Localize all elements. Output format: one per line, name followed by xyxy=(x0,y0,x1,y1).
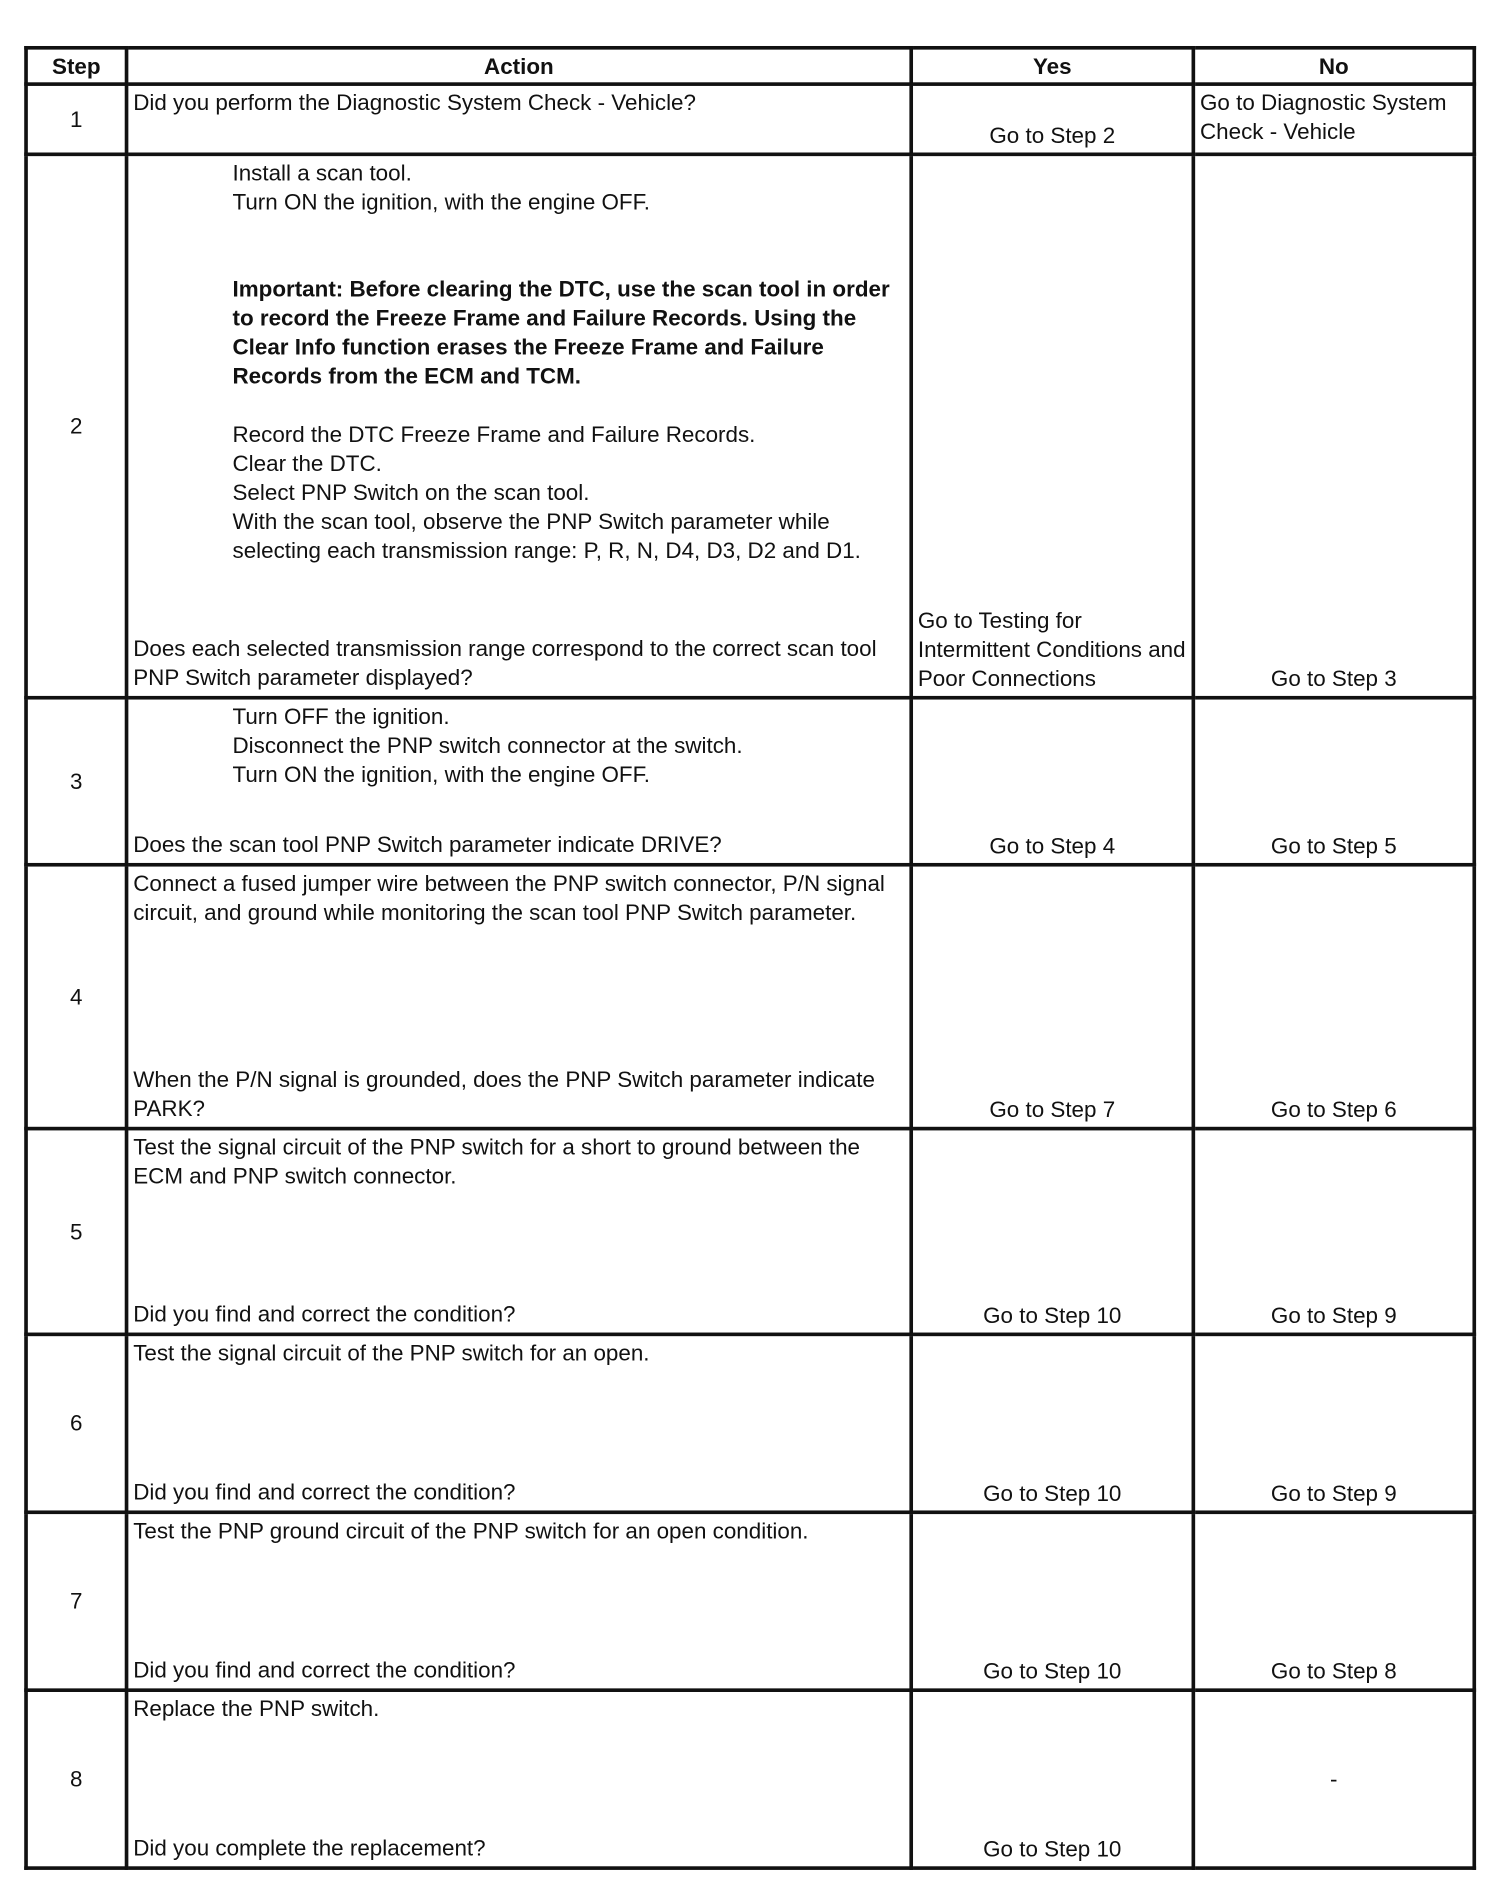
table-row xyxy=(26,1334,1474,1512)
action-question: Did you find and correct the condition? xyxy=(133,1478,516,1505)
action-intro: Test the signal circuit of the PNP switch for an open. xyxy=(133,1339,650,1366)
table-row xyxy=(26,1512,1474,1690)
action-cell xyxy=(127,84,912,154)
header-step: Step xyxy=(26,48,127,84)
action-line: Record the DTC Freeze Frame and Failure Records. xyxy=(232,421,756,447)
action-cell xyxy=(127,1690,912,1868)
table-row xyxy=(26,84,1474,154)
action-cell xyxy=(127,154,912,697)
step-number: 4 xyxy=(26,865,127,1129)
table-row xyxy=(26,154,1474,697)
diagnostic-table xyxy=(24,46,1476,1870)
table-row xyxy=(26,1129,1474,1335)
no-cell: - xyxy=(1193,1690,1474,1868)
step-number: 2 xyxy=(26,154,127,697)
yes-cell: Go to Testing for Intermittent Conditions and Poor Connections xyxy=(911,154,1193,697)
action-question: Does each selected transmission range correspond to the correct scan tool PNP Switch parameter displayed? xyxy=(133,635,877,690)
table-header-row xyxy=(26,48,1474,84)
yes-cell: Go to Step 4 xyxy=(911,698,1193,865)
action-line: Turn ON the ignition, with the engine OFF. xyxy=(232,761,651,787)
action-question: Did you find and correct the condition? xyxy=(133,1656,516,1683)
action-question: Did you complete the replacement? xyxy=(133,1834,486,1861)
action-line: Install a scan tool. xyxy=(232,159,412,186)
action-cell xyxy=(127,865,912,1129)
action-cell xyxy=(127,1512,912,1690)
action-intro: Replace the PNP switch. xyxy=(133,1695,380,1722)
action-question: When the P/N signal is grounded, does the PNP Switch parameter indicate PARK? xyxy=(133,1066,875,1121)
action-line: Turn OFF the ignition. xyxy=(232,703,450,729)
action-line: Select PNP Switch on the scan tool. xyxy=(232,479,590,505)
action-line: Turn ON the ignition, with the engine OFF. xyxy=(232,188,651,215)
action-cell xyxy=(127,1334,912,1512)
step-number: 1 xyxy=(26,84,127,154)
yes-cell: Go to Step 7 xyxy=(911,865,1193,1129)
yes-cell: Go to Step 10 xyxy=(911,1334,1193,1512)
step-number: 6 xyxy=(26,1334,127,1512)
no-cell: Go to Step 6 xyxy=(1193,865,1474,1129)
action-question: Does the scan tool PNP Switch parameter indicate DRIVE? xyxy=(133,831,722,857)
header-action: Action xyxy=(127,48,912,84)
header-yes: Yes xyxy=(911,48,1193,84)
yes-cell: Go to Step 10 xyxy=(911,1690,1193,1868)
important-note: Important: Before clearing the DTC, use the scan tool in order to record the Freeze Frame and Failure Records. Using the Clear Info function erases the Freeze Frame and Failure Records from the ECM and TCM. xyxy=(232,275,890,389)
action-line: Disconnect the PNP switch connector at the switch. xyxy=(232,732,743,758)
action-intro: Connect a fused jumper wire between the PNP switch connector, P/N signal circuit, and ground while monitoring the scan tool PNP Switch parameter. xyxy=(133,870,885,925)
action-cell xyxy=(127,698,912,865)
table-row xyxy=(26,698,1474,865)
action-question: Did you find and correct the condition? xyxy=(133,1301,516,1327)
no-cell: Go to Step 5 xyxy=(1193,698,1474,865)
yes-cell: Go to Step 10 xyxy=(911,1129,1193,1335)
table-row xyxy=(26,1690,1474,1868)
action-question: Did you perform the Diagnostic System Check - Vehicle? xyxy=(133,89,696,115)
no-cell: Go to Step 3 xyxy=(1193,154,1474,697)
step-number: 3 xyxy=(26,698,127,865)
action-line: Clear the DTC. xyxy=(232,450,382,476)
action-line: With the scan tool, observe the PNP Switch parameter while selecting each transmission range: P, R, N, D4, D3, D2 and D1. xyxy=(232,508,861,563)
step-number: 7 xyxy=(26,1512,127,1690)
action-intro: Test the PNP ground circuit of the PNP switch for an open condition. xyxy=(133,1517,809,1544)
no-cell: Go to Step 9 xyxy=(1193,1334,1474,1512)
yes-cell: Go to Step 10 xyxy=(911,1512,1193,1690)
no-cell: Go to Step 9 xyxy=(1193,1129,1474,1335)
table-row xyxy=(26,865,1474,1129)
step-number: 5 xyxy=(26,1129,127,1335)
header-no: No xyxy=(1193,48,1474,84)
action-cell xyxy=(127,1129,912,1335)
no-cell: Go to Diagnostic System Check - Vehicle xyxy=(1193,84,1474,154)
no-cell: Go to Step 8 xyxy=(1193,1512,1474,1690)
yes-cell: Go to Step 2 xyxy=(911,84,1193,154)
action-intro: Test the signal circuit of the PNP switch for a short to ground between the ECM and PNP switch connector. xyxy=(133,1134,860,1189)
step-number: 8 xyxy=(26,1690,127,1868)
